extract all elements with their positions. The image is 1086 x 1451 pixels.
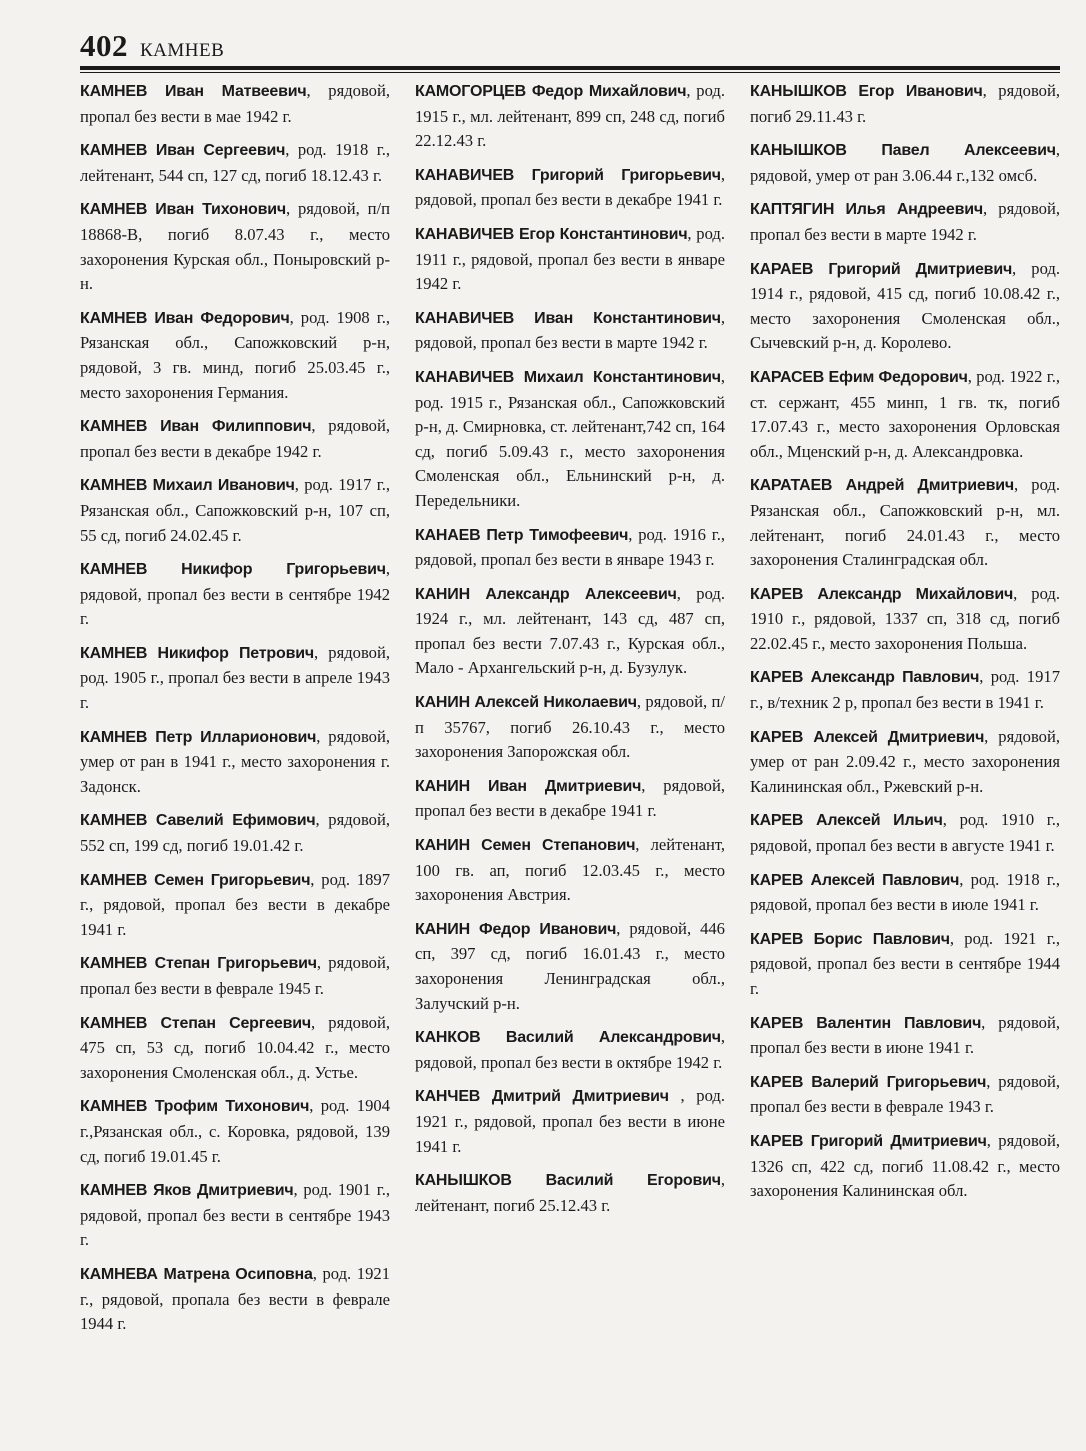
entry: [415, 917, 725, 1016]
entry: [415, 774, 725, 824]
entry-text: , рядовой, пропал без вести в сентябре 1942 г.: [80, 559, 390, 629]
entry: [750, 257, 1060, 356]
entry-name: КАМОГОРЦЕВ Федор Михайлович: [415, 83, 687, 100]
entry-text: , рядовой, пропал без вести в декабре 1942 г.: [80, 416, 390, 461]
entry-text: , рядовой, п/п 18868-В, погиб 8.07.43 г., место захоронения Курская обл., Поныровский р-н.: [80, 199, 390, 294]
entry-name: КАРЕВ Борис Павлович: [750, 930, 950, 948]
header-rule-thin: [80, 72, 1060, 73]
entry: [415, 306, 725, 356]
entry: [750, 365, 1060, 464]
entry-name: КАМНЕВ Савелий Ефимович: [80, 812, 316, 830]
entry-text: , род. 1922 г., ст. сержант, 455 минп, 1 гв. тк, погиб 17.07.43 г., место захоронения Орловская обл., Мценский р-н, д. Александровка.: [750, 366, 1061, 461]
entry: [415, 833, 725, 908]
entry-name: КАМНЕВ Никифор Григорьевич: [80, 561, 386, 579]
entry: [750, 138, 1060, 188]
entry: [415, 1168, 725, 1218]
entry-name: КАРЕВ Александр Павлович: [750, 669, 980, 687]
entry-name: КАНАВИЧЕВ Григорий Григорьевич: [415, 166, 721, 184]
entry: [750, 1129, 1060, 1204]
entry-text: , рядовой, пропал без вести в декабре 1941 г.: [415, 775, 725, 821]
entry: [750, 582, 1060, 657]
running-head: КАМНЕВ: [140, 40, 225, 61]
entry-text: , род. 1918 г., лейтенант, 544 сп, 127 сд, погиб 18.12.43 г.: [80, 140, 390, 185]
entry: [415, 690, 725, 765]
entry: [80, 306, 390, 405]
entry-text: , род. 1917 г., Рязанская обл., Сапожковский р-н, 107 сп, 55 сд, погиб 24.02.45 г.: [80, 475, 391, 545]
entry-text: , рядовой, умер от ран 3.06.44 г.,132 омсб.: [750, 140, 1060, 185]
entry-name: КАНИН Иван Дмитриевич: [415, 777, 642, 795]
entry: [80, 808, 390, 858]
entry: [415, 1084, 725, 1159]
entry: [750, 1011, 1060, 1061]
entry-text: , род. 1921 г., рядовой, пропал без вести в сентябре 1944 г.: [750, 928, 1060, 998]
entry-name: КАНИН Алексей Николаевич: [415, 694, 637, 712]
entry-name: КАРЕВ Валентин Павлович: [750, 1014, 982, 1032]
column-1: [80, 79, 390, 1399]
entry-text: , лейтенант, погиб 25.12.43 г.: [415, 1170, 725, 1215]
entry: [80, 138, 390, 188]
entry: [750, 1070, 1060, 1120]
entry-text: , рядовой, пропал без вести в марте 1942 г.: [415, 307, 725, 353]
entry-name: КАПТЯГИН Илья Андреевич: [750, 201, 983, 219]
entry-text: , род. 1908 г., Рязанская обл., Сапожковский р-н, рядовой, 3 гв. минд, погиб 25.03.45 г., место захоронения Германия.: [80, 307, 390, 402]
entry-name: КАРЕВ Валерий Григорьевич: [750, 1073, 987, 1091]
entry-text: , рядовой, умер от ран 2.09.42 г., место захоронения Калининская обл., Ржевский р-н.: [750, 726, 1060, 796]
entry: [80, 641, 390, 716]
header-rule-thick: [80, 66, 1060, 70]
entry-text: , рядовой, 475 сп, 53 сд, погиб 10.04.42 г., место захоронения Смоленская обл., д. Устье.: [80, 1012, 390, 1082]
entry-text: , рядовой, п/п 35767, погиб 26.10.43 г., место захоронения Запорожская обл.: [415, 692, 725, 762]
entry-text: , рядовой, пропал без вести в марте 1942 г.: [750, 199, 1060, 244]
entry-name: КАМНЕВ Иван Матвеевич: [80, 83, 307, 100]
entry: [80, 197, 390, 296]
entry: [415, 582, 725, 681]
entry-text: , род. 1911 г., рядовой, пропал без вести в январе 1942 г.: [415, 223, 725, 294]
entry-text: , рядовой, пропал без вести в июне 1941 г.: [750, 1012, 1061, 1058]
entry-name: КАРЕВ Алексей Павлович: [750, 871, 960, 889]
entry-name: КАНКОВ Василий Александрович: [415, 1029, 721, 1047]
entry-text: , род. 1915 г., мл. лейтенант, 899 сп, 248 сд, погиб 22.12.43 г.: [415, 81, 725, 151]
entry-text: , род. 1904 г.,Рязанская обл., с. Коровка, рядовой, 139 сд, погиб 19.01.45 г.: [80, 1096, 390, 1166]
entry: [750, 665, 1060, 715]
entry: [80, 951, 390, 1001]
entry: [750, 473, 1060, 572]
entry: [750, 725, 1060, 800]
entry-name: КАНЫШКОВ Василий Егорович: [415, 1172, 721, 1190]
entry-text: , рядовой, 1326 сп, 422 сд, погиб 11.08.42 г., место захоронения Калининская обл.: [750, 1130, 1060, 1201]
entry: [80, 414, 390, 464]
entry: [415, 365, 725, 514]
entry: [415, 1025, 725, 1075]
entry-name: КАМНЕВ Иван Тихонович: [80, 201, 286, 219]
entry: [750, 808, 1060, 858]
entry-text: , род. 1924 г., мл. лейтенант, 143 сд, 487 сп, пропал без вести 7.07.43 г., Курская обл., Мало - Архангельский р-н, д. Бузулук.: [415, 583, 725, 678]
entry-name: КАМНЕВ Степан Григорьевич: [80, 955, 317, 973]
entry-name: КАМНЕВА Матрена Осиповна: [80, 1265, 313, 1283]
entry-name: КАМНЕВ Иван Федорович: [80, 309, 290, 327]
entry-text: , род. 1901 г., рядовой, пропал без вести в сентябре 1943 г.: [80, 1180, 391, 1250]
entry-text: , рядовой, 552 сп, 199 сд, погиб 19.01.42 г.: [80, 810, 390, 856]
entry-name: КАНИН Федор Иванович: [415, 920, 617, 938]
page-header: [80, 28, 1060, 64]
entry-name: КАМНЕВ Иван Сергеевич: [80, 142, 286, 160]
entry-text: , рядовой, род. 1905 г., пропал без вести в апреле 1943 г.: [80, 642, 391, 713]
entry-name: КАНИН Александр Алексеевич: [415, 585, 677, 603]
entry: [750, 927, 1060, 1002]
entry-text: , рядовой, пропал без вести в мае 1942 г.: [80, 81, 391, 126]
entry-text: , род. 1917 г., в/техник 2 р, пропал без вести в 1941 г.: [750, 667, 1060, 713]
entry-text: , род. 1915 г., Рязанская обл., Сапожковский р-н, д. Смирновка, ст. лейтенант,742 сп, 164 сд, погиб 5.09.43 г., место захоронения Смоленская обл., Ельнинский р-н, д. Передельники.: [415, 366, 725, 510]
entry-name: КАРЕВ Григорий Дмитриевич: [750, 1132, 987, 1150]
entry-name: КАРЕВ Алексей Ильич: [750, 812, 943, 830]
entry: [80, 1178, 390, 1253]
entry-name: КАМНЕВ Степан Сергеевич: [80, 1014, 311, 1032]
entry: [80, 1011, 390, 1086]
entry: [415, 163, 725, 213]
entry-name: КАМНЕВ Никифор Петрович: [80, 644, 314, 662]
entry-name: КАРЕВ Александр Михайлович: [750, 585, 1014, 603]
entry: [80, 473, 390, 548]
entry-name: КАМНЕВ Иван Филиппович: [80, 418, 312, 436]
entry: [80, 79, 390, 129]
entry: [415, 222, 725, 297]
entry: [80, 557, 390, 632]
entry-text: , род. Рязанская обл., Сапожковский р-н, мл. лейтенант, погиб 24.01.43 г., место захоронения Сталинградская обл.: [750, 475, 1060, 570]
entry-name: КАМНЕВ Семен Григорьевич: [80, 871, 311, 889]
page-number: 402: [80, 28, 128, 63]
entry-name: КАНАВИЧЕВ Иван Константинович: [415, 309, 721, 327]
entry: [750, 197, 1060, 247]
entry-text: , рядовой, пропал без вести в октябре 1942 г.: [415, 1027, 725, 1072]
entry-name: КАРАЕВ Григорий Дмитриевич: [750, 260, 1013, 278]
entry-text: , рядовой, пропал без вести в декабре 1941 г.: [415, 164, 725, 210]
entry-text: , род. 1897 г., рядовой, пропал без вести в декабре 1941 г.: [80, 869, 390, 939]
entry-name: КАНЫШКОВ Егор Иванович: [750, 83, 983, 100]
entry-name: КАМНЕВ Петр Илларионович: [80, 728, 317, 746]
entry-text: , рядовой, пропал без вести в феврале 1945 г.: [80, 953, 390, 998]
entry-text: , рядовой, 446 сп, 397 сд, погиб 16.01.43 г., место захоронения Ленинградская обл., Залучский р-н.: [415, 918, 725, 1013]
entry: [80, 868, 390, 943]
entry-name: КАМНЕВ Яков Дмитриевич: [80, 1182, 294, 1200]
entry-text: , рядовой, пропал без вести в феврале 1943 г.: [750, 1071, 1060, 1117]
entry: [750, 868, 1060, 918]
entry-text: , род. 1921 г., рядовой, пропала без вести в феврале 1944 г.: [80, 1263, 390, 1334]
entry-text: , лейтенант, 100 гв. ап, погиб 12.03.45 г., место захоронения Австрия.: [415, 835, 726, 905]
entry-name: КАРЕВ Алексей Дмитриевич: [750, 728, 985, 746]
entry-name: КАНИН Семен Степанович: [415, 837, 636, 855]
entry: [750, 79, 1060, 129]
column-3: [750, 79, 1060, 1399]
entry-text: , род. 1916 г., рядовой, пропал без вести в январе 1943 г.: [415, 524, 726, 570]
entry-name: КАРАСЕВ Ефим Федорович: [750, 368, 968, 386]
entry: [80, 1262, 390, 1337]
entry-name: КАНАВИЧЕВ Егор Константинович: [415, 225, 688, 243]
entry-text: , род. 1910 г., рядовой, 1337 сп, 318 сд, погиб 22.02.45 г., место захоронения Польша.: [750, 583, 1060, 653]
entry-name: КАНЧЕВ Дмитрий Дмитриевич: [415, 1088, 669, 1106]
entry-name: КАНАВИЧЕВ Михаил Константинович: [415, 368, 721, 386]
entry: [415, 79, 725, 154]
entry-name: КАМНЕВ Трофим Тихонович: [80, 1098, 310, 1116]
entry-text: , рядовой, погиб 29.11.43 г.: [750, 81, 1061, 126]
entry-text: , род. 1921 г., рядовой, пропал без вести в июне 1941 г.: [415, 1086, 725, 1156]
entry-name: КАНЫШКОВ Павел Алексеевич: [750, 142, 1056, 160]
entry-text: , род. 1914 г., рядовой, 415 сд, погиб 10.08.42 г., место захоронения Смоленская обл., Сычевский р-н, д. Королево.: [750, 258, 1060, 353]
entry-text: , род. 1910 г., рядовой, пропал без вести в августе 1941 г.: [750, 810, 1060, 856]
entry-text: , род. 1918 г., рядовой, пропал без вести в июле 1941 г.: [750, 869, 1060, 915]
entry-text: , рядовой, умер от ран в 1941 г., место захоронения г. Задонск.: [80, 726, 390, 796]
entry-name: КАНАЕВ Петр Тимофеевич: [415, 526, 629, 544]
entry-name: КАРАТАЕВ Андрей Дмитриевич: [750, 477, 1014, 495]
entry-name: КАМНЕВ Михаил Иванович: [80, 477, 295, 495]
entry: [415, 523, 725, 573]
entry: [80, 1094, 390, 1169]
entry: [80, 725, 390, 800]
column-2: [415, 79, 725, 1399]
text-columns: [80, 79, 1060, 1399]
